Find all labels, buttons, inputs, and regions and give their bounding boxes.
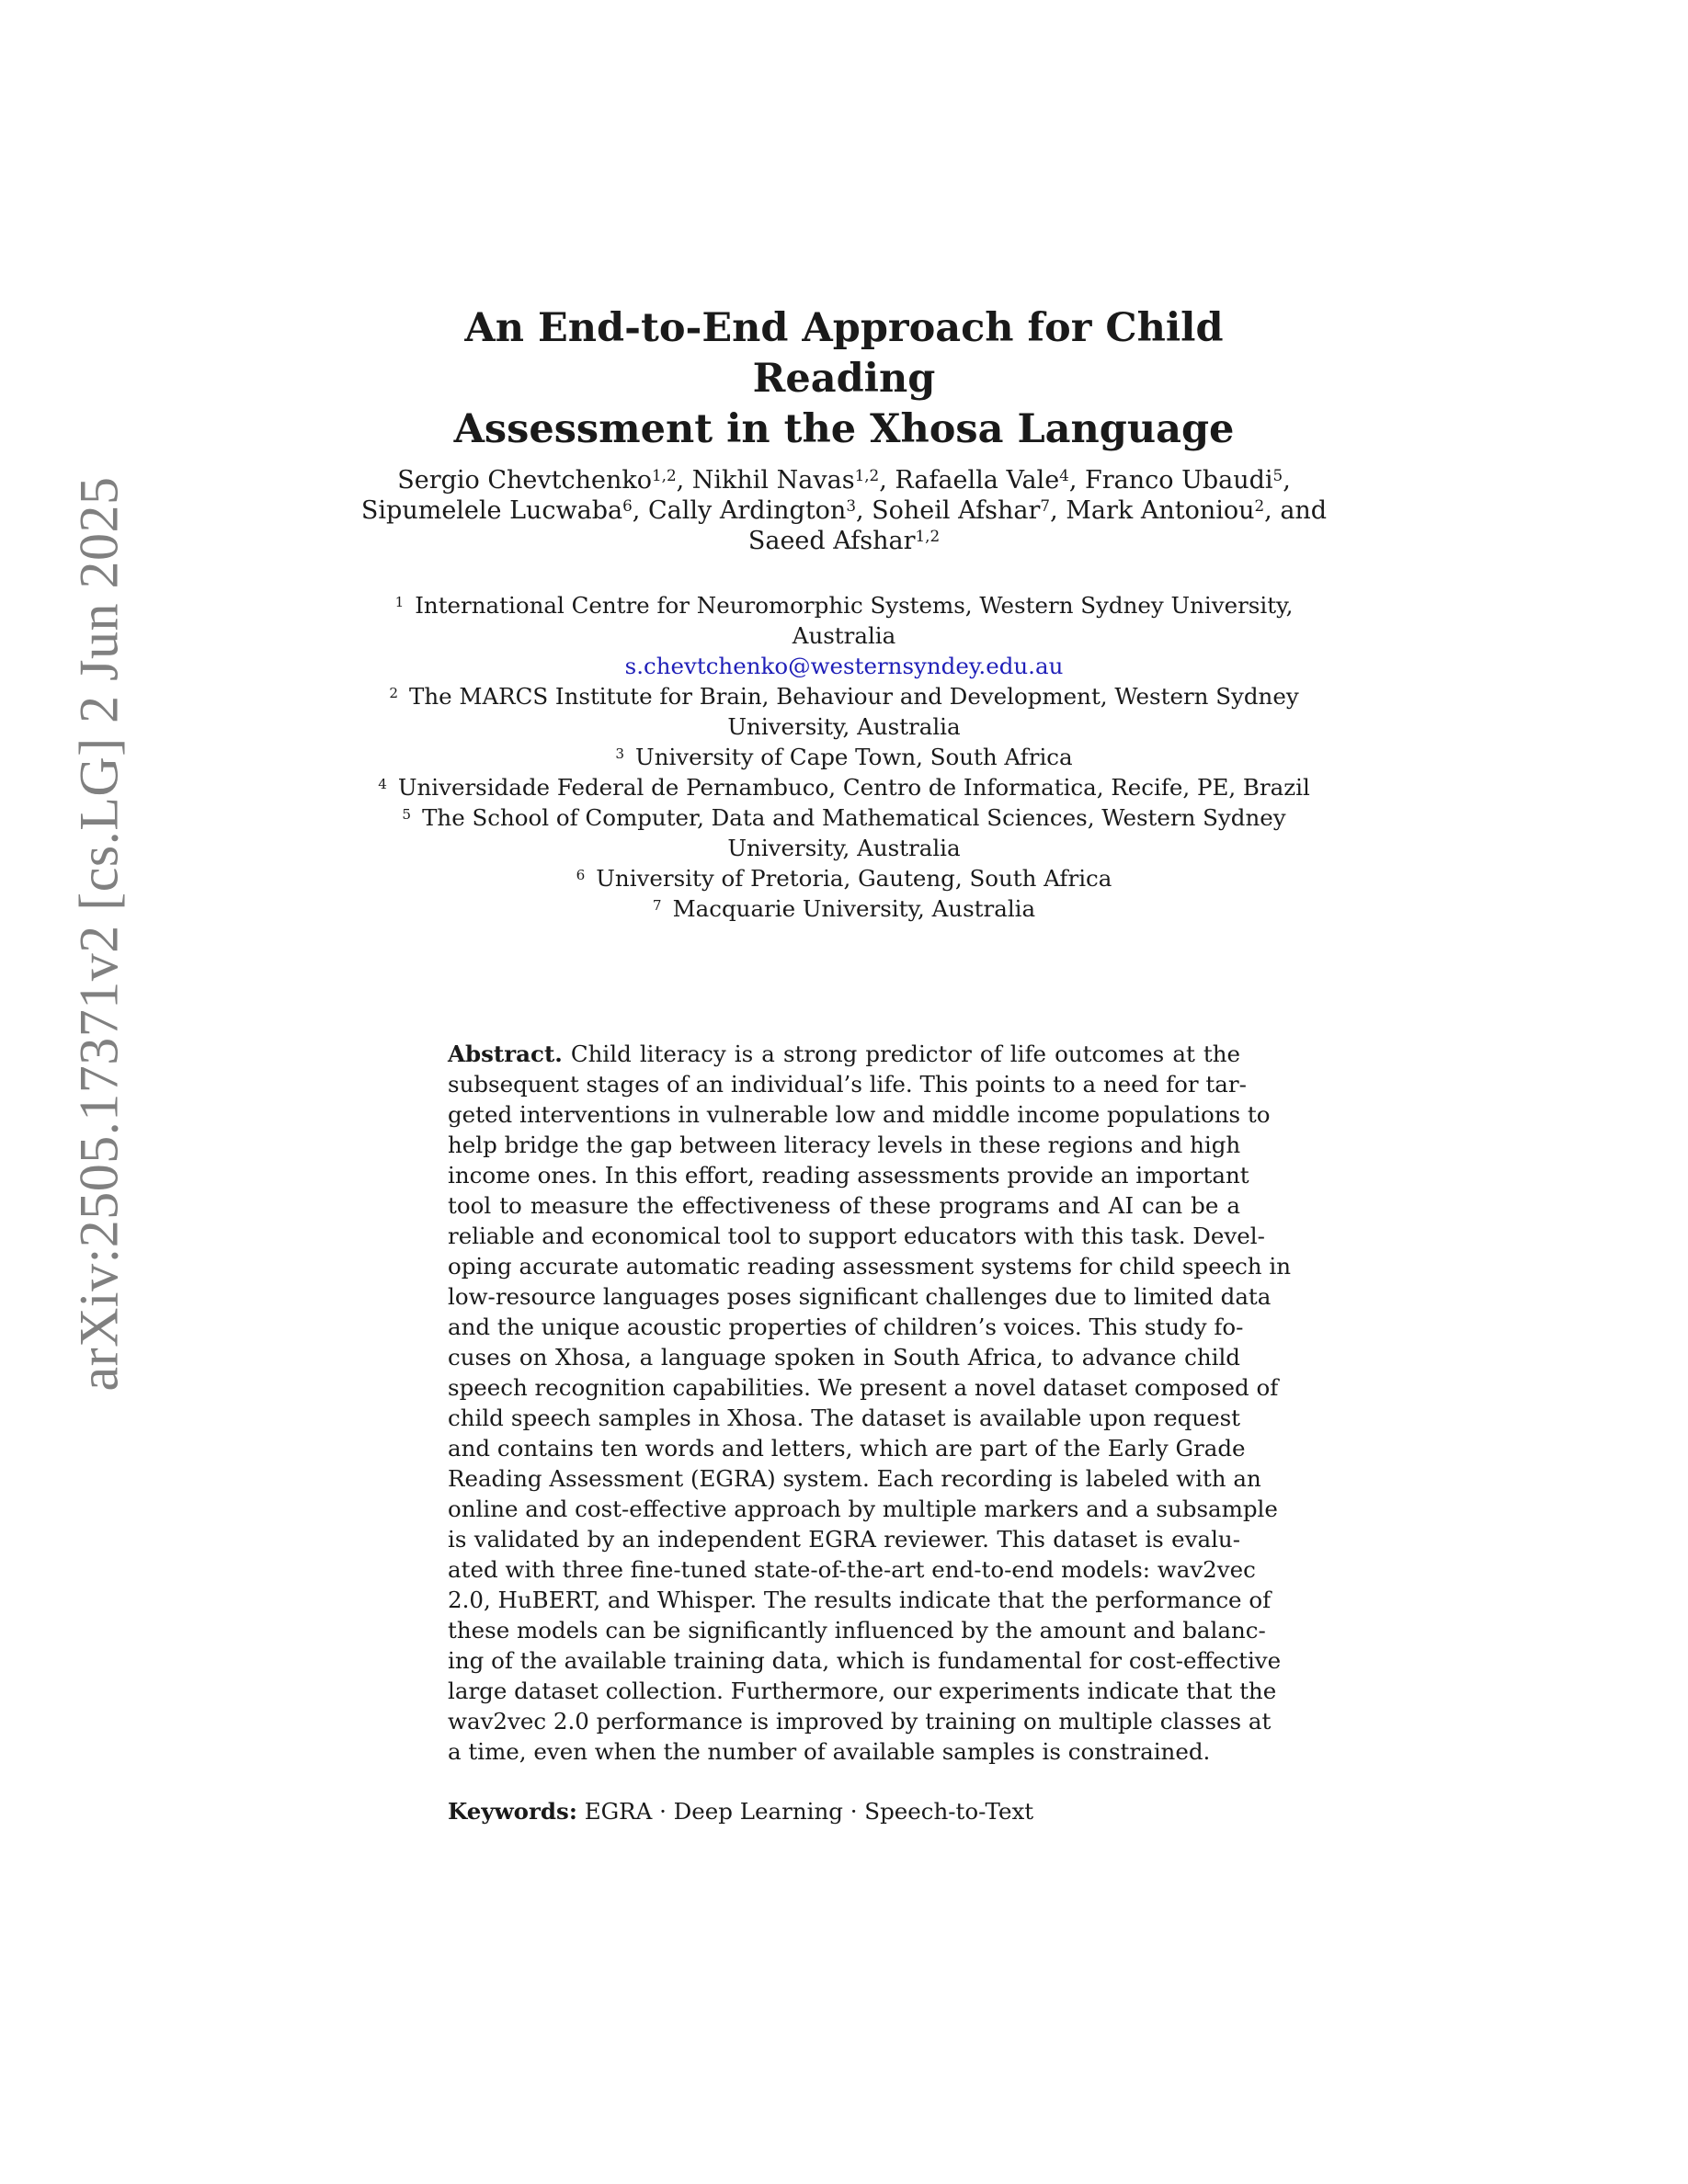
abstract-text: 2.0, HuBERT, and Whisper. The results indicate that the performance of xyxy=(448,1587,1272,1613)
abstract-text: low-resource languages poses significant challenges due to limited data xyxy=(448,1283,1272,1310)
author-name: Sergio Chevtchenko xyxy=(397,466,652,495)
author-name: Rafaella Vale xyxy=(895,466,1060,495)
abstract-line xyxy=(448,1524,1240,1554)
keywords-text: EGRA · Deep Learning · Speech-to-Text xyxy=(584,1798,1034,1825)
abstract-line xyxy=(448,1554,1256,1585)
affiliation-text: University, Australia xyxy=(727,713,961,740)
abstract-line xyxy=(448,1736,1240,1767)
abstract-text: online and cost-effective approach by multiple markers and a subsample xyxy=(448,1496,1278,1522)
abstract-text: is validated by an independent EGRA reviewer. This dataset is evalu- xyxy=(448,1526,1240,1553)
affiliation-line xyxy=(338,620,1350,651)
author-affiliation-mark: 4 xyxy=(1059,466,1069,485)
affiliation-number: 2 xyxy=(389,685,398,702)
abstract-text: a time, even when the number of available samples is constrained. xyxy=(448,1738,1211,1765)
abstract-line xyxy=(448,1403,1240,1433)
author-affiliation-mark: 5 xyxy=(1272,466,1283,485)
affiliation-list xyxy=(338,590,1350,924)
abstract-line xyxy=(448,1130,1240,1160)
author-line: Sipumelele Lucwaba$^6$, Cally Ardington$^3$, Soheil Afshar$^7$, Mark Antoniou$^2$, and xyxy=(360,496,1328,525)
abstract-text: and the unique acoustic properties of children’s voices. This study fo- xyxy=(448,1314,1244,1340)
abstract-text: subsequent stages of an individual’s life. This points to a need for tar- xyxy=(448,1071,1247,1098)
affiliation-text: Australia xyxy=(792,622,896,649)
abstract-text: large dataset collection. Furthermore, our experiments indicate that the xyxy=(448,1678,1277,1704)
author-email xyxy=(338,651,1350,681)
author-name: Mark Antoniou xyxy=(1066,496,1255,525)
abstract-line xyxy=(448,1190,1240,1221)
author-name: Nikhil Navas xyxy=(691,466,855,495)
paper-title xyxy=(384,303,1304,455)
abstract-text: and contains ten words and letters, which are part of the Early Grade xyxy=(448,1435,1246,1462)
abstract-text: oping accurate automatic reading assessment systems for child speech in xyxy=(448,1253,1291,1280)
affiliation-line xyxy=(338,863,1350,893)
author-affiliation-mark: 7 xyxy=(1040,496,1051,516)
abstract-text: ing of the available training data, which is fundamental for cost-effective xyxy=(448,1647,1282,1674)
abstract-text: speech recognition capabilities. We present a novel dataset composed of xyxy=(448,1374,1279,1401)
abstract-text: Reading Assessment (EGRA) system. Each recording is labeled with an xyxy=(448,1465,1261,1492)
affiliation-line xyxy=(338,681,1350,711)
affiliation-line xyxy=(338,711,1350,742)
abstract-line xyxy=(448,1615,1266,1645)
abstract-text: geted interventions in vulnerable low and middle income populations to xyxy=(448,1101,1271,1128)
abstract-text: these models can be significantly influenced by the amount and balanc- xyxy=(448,1617,1266,1644)
abstract-line xyxy=(448,1342,1240,1372)
author-name: Saeed Afshar xyxy=(747,527,916,555)
affiliation-line xyxy=(338,742,1350,772)
arxiv-identifier: arXiv:2505.17371v2 [cs.LG] 2 Jun 2025 xyxy=(68,476,130,1392)
affiliation-number: 6 xyxy=(576,867,586,884)
abstract-line xyxy=(448,1494,1278,1524)
author-affiliation-mark: 3 xyxy=(846,496,856,516)
abstract-line xyxy=(448,1039,1240,1069)
author-affiliation-mark: 1,2 xyxy=(854,466,880,485)
abstract-line xyxy=(448,1645,1282,1676)
affiliation-text: Universidade Federal de Pernambuco, Centro de Informatica, Recife, PE, Brazil xyxy=(397,774,1310,801)
author-affiliation-mark: 6 xyxy=(622,496,633,516)
affiliation-text: s.chevtchenko@westernsyndey.edu.au xyxy=(624,653,1064,679)
affiliation-line xyxy=(338,802,1350,833)
abstract-line xyxy=(448,1676,1277,1706)
abstract-text: reliable and economical tool to support educators with this task. Devel- xyxy=(448,1223,1265,1249)
affiliation-text: The MARCS Institute for Brain, Behaviour and Development, Western Sydney xyxy=(408,683,1299,710)
title-line: Assessment in the Xhosa Language xyxy=(453,406,1235,452)
abstract xyxy=(448,1039,1291,1767)
abstract-line xyxy=(448,1281,1272,1312)
affiliation-line xyxy=(338,893,1350,924)
title-line: An End-to-End Approach for Child Reading xyxy=(464,305,1224,402)
author-line: Sergio Chevtchenko$^{1,2}$, Nikhil Navas$^{1,2}$, Rafaella Vale$^4$, Franco Ubaudi$^5$, xyxy=(397,466,1291,495)
author-list xyxy=(338,465,1350,556)
abstract-text: child speech samples in Xhosa. The dataset is available upon request xyxy=(448,1405,1240,1431)
abstract-line xyxy=(448,1251,1291,1281)
abstract-line xyxy=(448,1706,1272,1736)
abstract-line xyxy=(448,1160,1249,1190)
abstract-text: cuses on Xhosa, a language spoken in South Africa, to advance child xyxy=(448,1344,1240,1371)
affiliation-line xyxy=(338,590,1350,620)
affiliation-line xyxy=(338,772,1350,802)
keywords xyxy=(448,1796,1240,1826)
affiliation-number: 3 xyxy=(615,745,625,763)
author-affiliation-mark: 2 xyxy=(1254,496,1265,516)
abstract-text: Child literacy is a strong predictor of life outcomes at the xyxy=(570,1041,1240,1067)
affiliation-text: Macquarie University, Australia xyxy=(672,895,1036,922)
author-name: Sipumelele Lucwaba xyxy=(360,496,623,525)
affiliation-text: International Centre for Neuromorphic Systems, Western Sydney University, xyxy=(415,592,1294,619)
abstract-label: Abstract. xyxy=(448,1041,563,1067)
author-name: Cally Ardington xyxy=(647,496,847,525)
abstract-line xyxy=(448,1312,1244,1342)
abstract-text: wav2vec 2.0 performance is improved by training on multiple classes at xyxy=(448,1708,1272,1735)
affiliation-text: University, Australia xyxy=(727,835,961,861)
abstract-text: help bridge the gap between literacy levels in these regions and high xyxy=(448,1132,1241,1158)
abstract-text: income ones. In this effort, reading assessments provide an important xyxy=(448,1162,1249,1189)
abstract-line xyxy=(448,1433,1246,1463)
affiliation-number: 5 xyxy=(402,806,412,824)
affiliation-text: University of Cape Town, South Africa xyxy=(635,744,1073,770)
abstract-line xyxy=(448,1099,1271,1130)
abstract-text: tool to measure the effectiveness of these programs and AI can be a xyxy=(448,1192,1240,1219)
author-name: Franco Ubaudi xyxy=(1085,466,1273,495)
keywords-label: Keywords: xyxy=(448,1798,577,1825)
author-line xyxy=(338,526,1350,556)
affiliation-text: The School of Computer, Data and Mathematical Sciences, Western Sydney xyxy=(422,804,1286,831)
abstract-line xyxy=(448,1221,1265,1251)
abstract-line xyxy=(448,1585,1272,1615)
author-affiliation-mark: 1,2 xyxy=(651,466,677,485)
affiliation-number: 4 xyxy=(378,776,387,793)
author-affiliation-mark: 1,2 xyxy=(915,527,941,546)
abstract-line xyxy=(448,1372,1279,1403)
abstract-line xyxy=(448,1069,1247,1099)
affiliation-number: 1 xyxy=(394,594,405,611)
abstract-text: ated with three fine-tuned state-of-the-art end-to-end models: wav2vec xyxy=(448,1556,1256,1583)
abstract-line xyxy=(448,1463,1261,1494)
author-name: Soheil Afshar xyxy=(872,496,1041,525)
affiliation-number: 7 xyxy=(652,897,662,915)
affiliation-line xyxy=(338,833,1350,863)
affiliation-text: University of Pretoria, Gauteng, South Africa xyxy=(596,865,1112,892)
